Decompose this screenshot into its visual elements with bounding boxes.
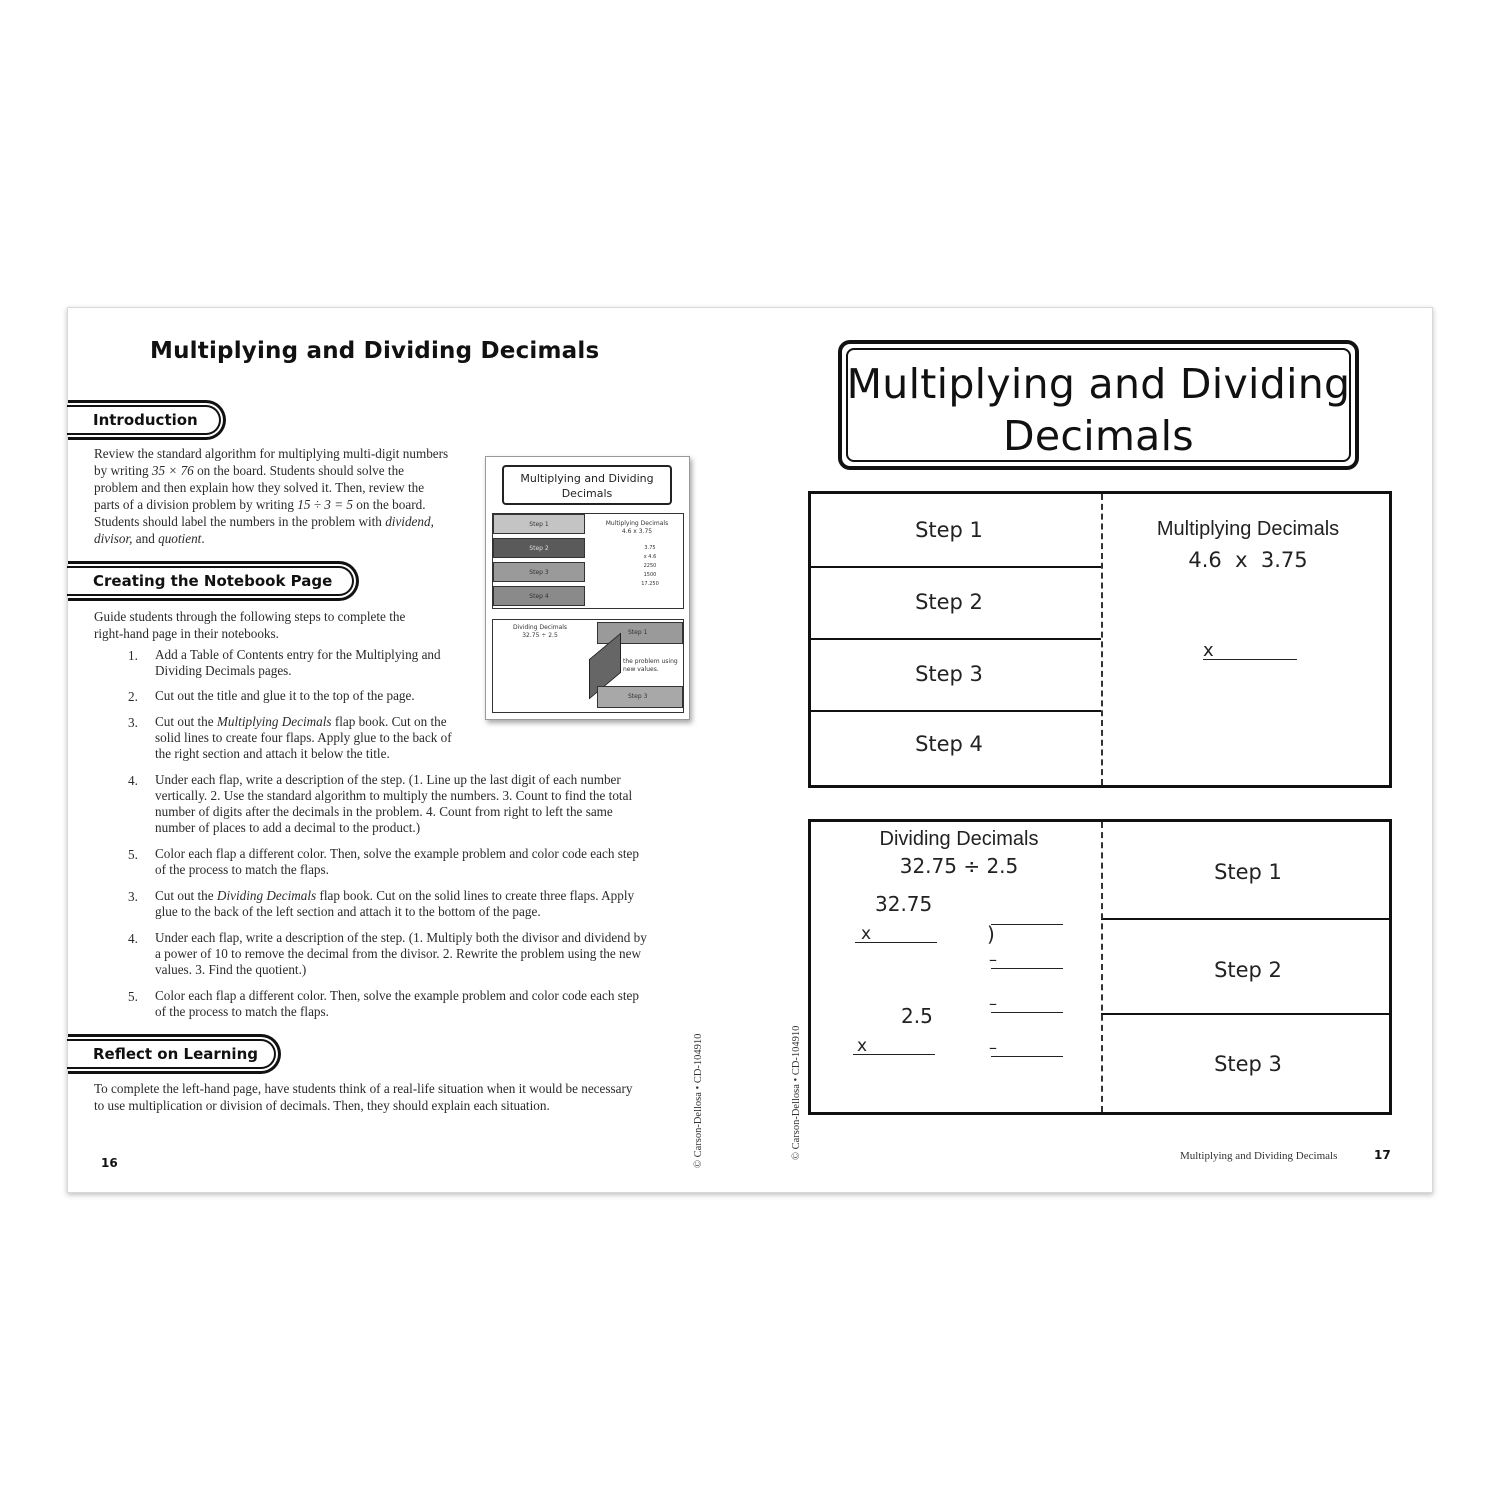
- section-tab-reflect: [68, 1034, 281, 1074]
- flap-cut-line: [811, 638, 1101, 640]
- guide-paragraph: [94, 608, 484, 642]
- flap-cut-line: [1101, 918, 1389, 920]
- notebook-title-box: [838, 340, 1359, 470]
- step-number: 5.: [128, 847, 138, 862]
- thumbnail-div-book: [492, 619, 684, 713]
- thumbnail-div-note: the problem using new values.: [623, 658, 678, 673]
- thumbnail-flap: Step 2: [493, 538, 585, 558]
- flap-step-3: Step 3: [915, 662, 983, 686]
- text-line: divisor, and quotient.: [94, 531, 205, 546]
- text-line: Guide students through the following steps to complete the: [94, 609, 406, 624]
- step-item: Cut out the title and glue it to the top of the page.: [155, 688, 415, 703]
- minus-sign: –: [989, 950, 997, 969]
- answer-line: [991, 1056, 1063, 1057]
- div-dividend: 32.75: [875, 892, 933, 916]
- page-title: Multiplying and Dividing Decimals: [150, 338, 600, 364]
- section-tab-introduction: [68, 400, 226, 440]
- intro-paragraph: [94, 445, 484, 547]
- thumbnail-title: Multiplying and Dividing Decimals: [502, 465, 672, 505]
- mult-problem: 4.6 x 3.75: [1188, 548, 1308, 572]
- step-number: 4.: [128, 773, 138, 788]
- copyright-left: © Carson-Dellosa • CD-104910: [693, 1033, 704, 1168]
- mult-heading: Multiplying Decimals: [1156, 518, 1340, 540]
- dividing-flap-book: [808, 819, 1392, 1115]
- thumbnail-flap: Step 4: [493, 586, 585, 606]
- flap-step-1: Step 1: [915, 518, 983, 542]
- text-line: problem and then explain how they solved it. Then, review the: [94, 480, 425, 495]
- text-line: Students should label the numbers in the problem with dividend,: [94, 514, 434, 529]
- div-x-sign: x: [861, 924, 872, 944]
- step-item: Color each flap a different color. Then, solve the example problem and color code each step of the process to match the flaps.: [155, 846, 639, 877]
- text-line: right-hand page in their notebooks.: [94, 626, 279, 641]
- minus-sign: –: [989, 1038, 997, 1057]
- step-number: 3.: [128, 715, 138, 730]
- section-heading: Introduction: [93, 411, 198, 429]
- book-spread: [67, 307, 1433, 1193]
- div-problem: 32.75 ÷ 2.5: [899, 854, 1019, 878]
- thumbnail-mult-book: [492, 513, 684, 609]
- text-line: parts of a division problem by writing 15 ÷ 3 = 5 on the board.: [94, 497, 426, 512]
- copyright-right: © Carson-Dellosa • CD-104910: [791, 1025, 802, 1160]
- step-item: Under each flap, write a description of the step. (1. Multiply both the divisor and dividend by a power of 10 to remove the decimal from the divisor. 2. Rewrite the problem using the new values. 3. Find the quotient.): [155, 930, 647, 977]
- div-heading: Dividing Decimals: [879, 828, 1039, 850]
- step-number: 1.: [128, 648, 138, 663]
- flap-step-2: Step 2: [915, 590, 983, 614]
- step-item: Color each flap a different color. Then, solve the example problem and color code each step of the process to match the flaps.: [155, 988, 639, 1019]
- step-item: Cut out the Multiplying Decimals flap book. Cut on the solid lines to create four flaps. Apply glue to the back of the right section and attach it below the title.: [155, 714, 452, 761]
- thumbnail-flap: Step 3: [493, 562, 585, 582]
- text-line: To complete the left-hand page, have students think of a real-life situation when it would be necessary: [94, 1081, 633, 1096]
- mult-x-sign: x: [1203, 640, 1214, 661]
- flap-cut-line: [811, 566, 1101, 568]
- division-bracket: ): [987, 922, 995, 946]
- page-number-left: 16: [101, 1156, 118, 1170]
- div-x-sign: x: [857, 1036, 868, 1056]
- section-heading: Creating the Notebook Page: [93, 572, 333, 590]
- division-bar: [991, 924, 1063, 925]
- notebook-thumbnail: [485, 456, 690, 720]
- answer-line: [1203, 659, 1297, 660]
- footer-title: Multiplying and Dividing Decimals: [1180, 1150, 1338, 1162]
- thumbnail-flap: Step 3: [597, 686, 683, 708]
- thumbnail-flap: Step 1: [493, 514, 585, 534]
- notebook-title: Multiplying and Dividing Decimals: [846, 360, 1351, 460]
- flap-cut-line: [811, 710, 1101, 712]
- step-item: Cut out the Dividing Decimals flap book. Cut on the solid lines to create three flaps. Apply glue to the back of the left section and attach it to the bottom of the page.: [155, 888, 635, 919]
- answer-line: [991, 968, 1063, 969]
- section-tab-creating: [68, 561, 359, 601]
- step-number: 5.: [128, 989, 138, 1004]
- thumbnail-div-problem: 32.75 ÷ 2.5: [522, 632, 558, 639]
- answer-line: [855, 942, 937, 943]
- step-item: Under each flap, write a description of the step. (1. Line up the last digit of each number vertically. 2. Use the standard algorithm to multiply the numbers. 3. Count to find the total number of digits after the decimals in the problem. 4. Count from right to left the same number of places to add a decimal to the product.): [155, 772, 633, 835]
- section-heading: Reflect on Learning: [93, 1045, 258, 1063]
- thumbnail-mult-heading: Multiplying Decimals: [605, 520, 669, 527]
- thumbnail-div-heading: Dividing Decimals: [512, 624, 568, 631]
- thumbnail-flap: Step 1: [597, 622, 683, 644]
- thumbnail-mult-problem: 4.6 x 3.75: [621, 528, 653, 535]
- answer-line: [853, 1054, 935, 1055]
- step-item: Add a Table of Contents entry for the Multiplying and Dividing Decimals pages.: [155, 647, 441, 678]
- step-number: 4.: [128, 931, 138, 946]
- text-line: Review the standard algorithm for multiplying multi-digit numbers: [94, 446, 449, 461]
- answer-line: [991, 1012, 1063, 1013]
- minus-sign: –: [989, 994, 997, 1013]
- div-divisor: 2.5: [901, 1004, 933, 1028]
- page-number-right: 17: [1374, 1148, 1391, 1162]
- flap-cut-line: [1101, 1013, 1389, 1015]
- multiplying-flap-book: [808, 491, 1392, 788]
- text-line: by writing 35 × 76 on the board. Students should solve the: [94, 463, 405, 478]
- thumbnail-mult-work: 3.75 x 4.6 2250 1500 17.250: [641, 545, 659, 587]
- flap-step-3: Step 3: [1214, 1052, 1282, 1076]
- text-line: to use multiplication or division of decimals. Then, they should explain each situation.: [94, 1098, 550, 1113]
- step-number: 2.: [128, 689, 138, 704]
- step-number: 3.: [128, 889, 138, 904]
- flap-step-1: Step 1: [1214, 860, 1282, 884]
- flap-step-4: Step 4: [915, 732, 983, 756]
- flap-step-2: Step 2: [1214, 958, 1282, 982]
- reflect-paragraph: [94, 1080, 694, 1114]
